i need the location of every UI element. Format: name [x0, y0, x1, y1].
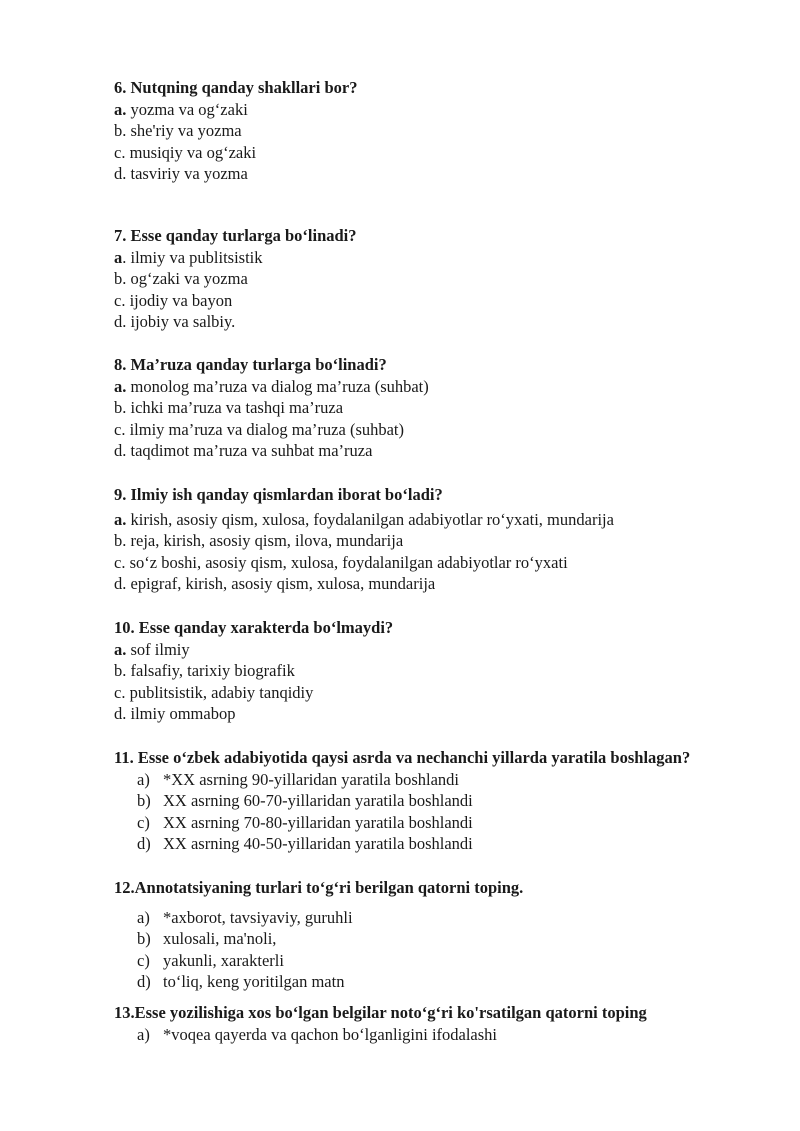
option-a: a. monolog ma’ruza va dialog ma’ruza (suhbat): [114, 376, 429, 396]
question-title: 8. Ma’ruza qanday turlarga bo‘linadi?: [114, 355, 387, 374]
option-b: b. she'riy va yozma: [114, 121, 242, 140]
option-c: c. so‘z boshi, asosiy qism, xulosa, foydalanilgan adabiyotlar ro‘yxati: [114, 552, 568, 572]
option-c: c) XX asrning 70-80-yillaridan yaratila boshlandi: [137, 812, 473, 832]
option-a: a) *voqea qayerda va qachon bo‘lganligini ifodalashi: [137, 1024, 498, 1044]
option-d: d) to‘liq, keng yoritilgan matn: [137, 972, 345, 991]
option-c: c. ilmiy ma’ruza va dialog ma’ruza (suhbat): [114, 419, 405, 439]
option-b: b. ichki ma’ruza va tashqi ma’ruza: [114, 398, 344, 417]
question-8: [114, 354, 744, 462]
option-d: d) XX asrning 40-50-yillaridan yaratila boshlandi: [137, 834, 473, 853]
option-d: d. tasviriy va yozma: [114, 164, 248, 183]
option-b: b. reja, kirish, asosiy qism, ilova, mundarija: [114, 531, 404, 550]
option-d: d. epigraf, kirish, asosiy qism, xulosa, mundarija: [114, 574, 436, 593]
option-d: d. taqdimot ma’ruza va suhbat ma’ruza: [114, 441, 373, 460]
option-c: c. musiqiy va og‘zaki: [114, 142, 257, 162]
option-b: b) XX asrning 60-70-yillaridan yaratila boshlandi: [137, 791, 473, 810]
option-b: b. falsafiy, tarixiy biografik: [114, 661, 295, 680]
option-a: a. kirish, asosiy qism, xulosa, foydalanilgan adabiyotlar ro‘yxati, mundarija: [114, 509, 614, 529]
question-title: 12.Annotatsiyaning turlari to‘g‘ri berilgan qatorni toping.: [114, 878, 524, 897]
question-title: 6. Nutqning qanday shakllari bor?: [114, 78, 358, 97]
option-a: a. ilmiy va publitsistik: [114, 247, 263, 267]
question-10: [114, 617, 744, 725]
option-list: [137, 907, 744, 993]
option-c: c. ijodiy va bayon: [114, 290, 233, 310]
question-12: [114, 877, 744, 993]
option-a: a) *XX asrning 90-yillaridan yaratila boshlandi: [137, 769, 460, 789]
question-title: 9. Ilmiy ish qanday qismlardan iborat bo‘ladi?: [114, 485, 443, 504]
question-13: [114, 1002, 764, 1045]
question-7: [114, 225, 744, 333]
option-d: d. ilmiy ommabop: [114, 704, 236, 723]
question-6: [114, 77, 744, 185]
question-title: 13.Esse yozilishiga xos bo‘lgan belgilar noto‘g‘ri ko'rsatilgan qatorni toping: [114, 1003, 647, 1022]
question-title: 7. Esse qanday turlarga bo‘linadi?: [114, 226, 357, 245]
question-title: 10. Esse qanday xarakterda bo‘lmaydi?: [114, 618, 394, 637]
option-a: a. sof ilmiy: [114, 639, 190, 659]
option-c: c. publitsistik, adabiy tanqidiy: [114, 682, 314, 702]
option-list: [137, 769, 694, 855]
question-9: [114, 484, 744, 595]
question-11: [114, 747, 694, 855]
question-title: 11. Esse o‘zbek adabiyotida qaysi asrda va nechanchi yillarda yaratila boshlagan?: [114, 748, 691, 767]
option-c: c) yakunli, xarakterli: [137, 950, 284, 970]
option-b: b) xulosali, ma'noli,: [137, 929, 277, 948]
option-b: b. og‘zaki va yozma: [114, 269, 248, 288]
option-d: d. ijobiy va salbiy.: [114, 312, 236, 331]
option-a: a. yozma va og‘zaki: [114, 99, 248, 119]
option-list: [137, 1024, 764, 1046]
option-a: a) *axborot, tavsiyaviy, guruhli: [137, 907, 353, 927]
